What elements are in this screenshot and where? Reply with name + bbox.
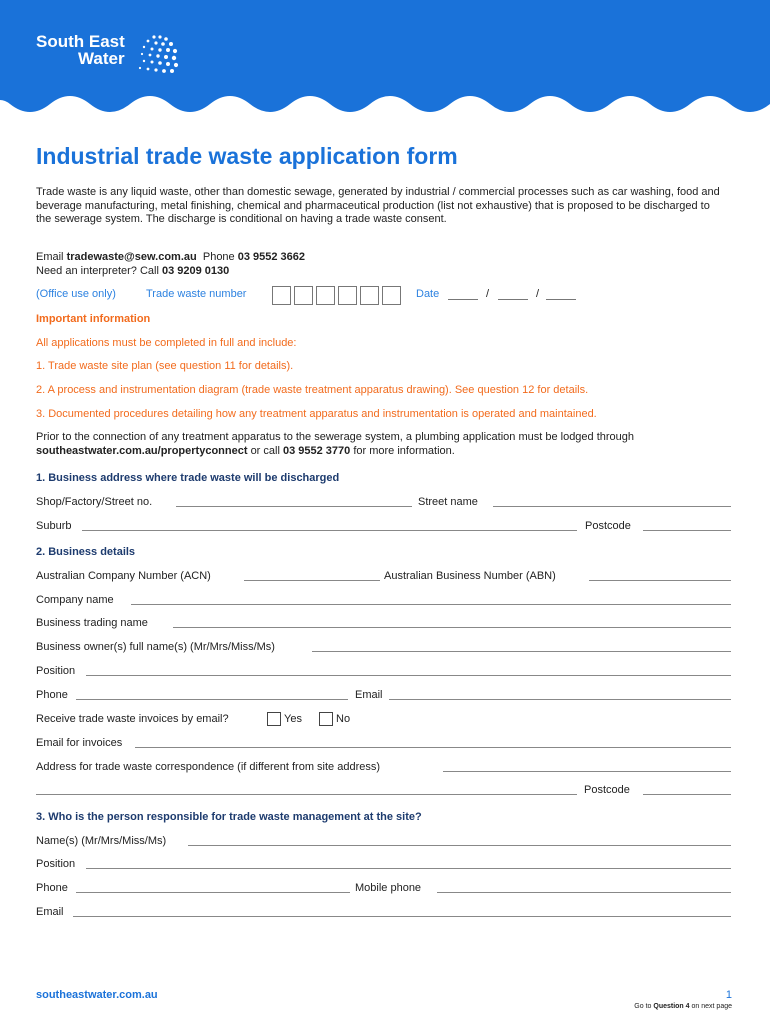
owner-name-field[interactable] xyxy=(312,651,731,652)
acn-label: Australian Company Number (ACN) xyxy=(36,570,211,582)
responsible-position-label: Position xyxy=(36,858,76,870)
trading-name-label: Business trading name xyxy=(36,617,148,629)
interpreter-phone: 03 9209 0130 xyxy=(161,264,230,277)
important-subheading: All applications must be completed in full and include: xyxy=(36,337,297,349)
plumbing-notice-text: or call xyxy=(250,444,280,457)
date-month-field[interactable] xyxy=(498,299,528,300)
acn-field[interactable] xyxy=(244,580,380,581)
company-name-field[interactable] xyxy=(131,604,731,605)
brand-name-line1: South East xyxy=(36,32,125,51)
plumbing-phone: 03 9552 3770 xyxy=(282,444,351,457)
responsible-names-field[interactable] xyxy=(188,845,731,846)
yes-label: Yes xyxy=(284,713,302,725)
important-heading: Important information xyxy=(36,313,151,325)
correspondence-postcode-field[interactable] xyxy=(643,794,731,795)
date-year-field[interactable] xyxy=(546,299,576,300)
page-number: 1 xyxy=(725,989,732,1001)
date-day-field[interactable] xyxy=(448,299,478,300)
correspondence-address-field-2[interactable] xyxy=(36,794,577,795)
page-title: Industrial trade waste application form xyxy=(36,143,458,169)
date-label: Date xyxy=(416,288,440,300)
mobile-phone-label: Mobile phone xyxy=(355,882,422,894)
footer-website-link[interactable]: southeastwater.com.au xyxy=(36,989,158,1001)
no-label: No xyxy=(336,713,351,725)
important-item-3: 3. Documented procedures detailing how any treatment apparatus and instrumentation is operated and maintained. xyxy=(36,408,597,420)
invoice-email-field[interactable] xyxy=(135,747,731,748)
plumbing-notice-text: Prior to the connection of any treatment apparatus to the sewerage system, a plumbing application must be lodged through xyxy=(36,431,635,443)
contact-phone: 03 9552 3662 xyxy=(237,251,306,263)
invoice-yes-checkbox[interactable] xyxy=(267,712,281,726)
company-name-label: Company name xyxy=(36,594,114,606)
brand-name-line2: Water xyxy=(78,49,125,68)
section-2-heading: 2. Business details xyxy=(36,546,136,558)
correspondence-address-field[interactable] xyxy=(443,771,731,772)
next-page-hint-text: Go to xyxy=(634,1003,652,1010)
email-label: Email xyxy=(355,689,383,701)
phone-label: Phone xyxy=(202,251,235,263)
trade-waste-number-label: Trade waste number xyxy=(146,288,247,300)
abn-label: Australian Business Number (ABN) xyxy=(384,570,556,582)
invoice-no-checkbox[interactable] xyxy=(319,712,333,726)
mobile-phone-field[interactable] xyxy=(437,892,731,893)
position-field[interactable] xyxy=(86,675,731,676)
trade-waste-number-box[interactable] xyxy=(316,286,335,305)
postcode-field[interactable] xyxy=(643,530,731,531)
trade-waste-number-box[interactable] xyxy=(382,286,401,305)
responsible-phone-field[interactable] xyxy=(76,892,350,893)
trade-waste-number-box[interactable] xyxy=(272,286,291,305)
plumbing-notice xyxy=(36,431,726,458)
street-name-field[interactable] xyxy=(493,506,731,507)
date-separator: / xyxy=(536,288,540,300)
phone-field[interactable] xyxy=(76,699,348,700)
office-use-label: (Office use only) xyxy=(36,288,116,300)
section-3-heading: 3. Who is the person responsible for trade waste management at the site? xyxy=(36,811,422,823)
contact-block xyxy=(36,251,305,278)
postcode-label: Postcode xyxy=(585,520,631,532)
shop-field[interactable] xyxy=(176,506,412,507)
invoice-email-question: Receive trade waste invoices by email? xyxy=(36,713,229,725)
invoice-email-label: Email for invoices xyxy=(36,737,123,749)
brand-logo[interactable] xyxy=(36,33,125,67)
abn-field[interactable] xyxy=(589,580,731,581)
next-page-hint-text: on next page xyxy=(691,1003,732,1010)
responsible-position-field[interactable] xyxy=(86,868,731,869)
correspondence-postcode-label: Postcode xyxy=(584,784,630,796)
trade-waste-number-box[interactable] xyxy=(360,286,379,305)
email-field[interactable] xyxy=(389,699,731,700)
phone-label: Phone xyxy=(36,689,68,701)
responsible-names-label: Name(s) (Mr/Mrs/Miss/Ms) xyxy=(36,835,167,847)
correspondence-address-label: Address for trade waste correspondence (if different from site address) xyxy=(36,761,381,773)
responsible-phone-label: Phone xyxy=(36,882,68,894)
suburb-label: Suburb xyxy=(36,520,72,532)
trading-name-field[interactable] xyxy=(173,627,731,628)
street-name-label: Street name xyxy=(418,496,478,508)
intro-paragraph: Trade waste is any liquid waste, other than domestic sewage, generated by industrial / commercial processes such as car washing, food and beverage manufacturing, metal finishing, chemical and pharmaceutical production (list not exhaustive) that is proposed to be discharged to the sewerage system. The discharge is conditional on having a trade waste consent. xyxy=(36,186,720,225)
date-separator: / xyxy=(486,288,490,300)
position-label: Position xyxy=(36,665,76,677)
next-page-hint xyxy=(634,1003,732,1010)
plumbing-notice-text: for more information. xyxy=(353,444,455,457)
responsible-email-field[interactable] xyxy=(73,916,731,917)
important-item-1: 1. Trade waste site plan (see question 11 for details). xyxy=(36,360,294,372)
trade-waste-number-box[interactable] xyxy=(294,286,313,305)
interpreter-label: Need an interpreter? Call xyxy=(36,264,159,277)
suburb-field[interactable] xyxy=(82,530,577,531)
owner-name-label: Business owner(s) full name(s) (Mr/Mrs/Miss/Ms) xyxy=(36,641,275,653)
important-item-2: 2. A process and instrumentation diagram (trade waste treatment apparatus drawing). See question 12 for details. xyxy=(36,384,589,396)
responsible-email-label: Email xyxy=(36,906,64,918)
section-1-heading: 1. Business address where trade waste will be discharged xyxy=(36,472,340,484)
trade-waste-number-box[interactable] xyxy=(338,286,357,305)
email-label: Email xyxy=(36,251,64,263)
shop-label: Shop/Factory/Street no. xyxy=(36,496,153,508)
property-connect-link[interactable]: southeastwater.com.au/propertyconnect xyxy=(36,444,248,457)
water-droplets-logo-icon xyxy=(134,34,182,76)
contact-email-link[interactable]: tradewaste@sew.com.au xyxy=(66,251,197,263)
next-question-ref: Question 4 xyxy=(653,1003,690,1010)
office-use-row xyxy=(36,286,736,306)
